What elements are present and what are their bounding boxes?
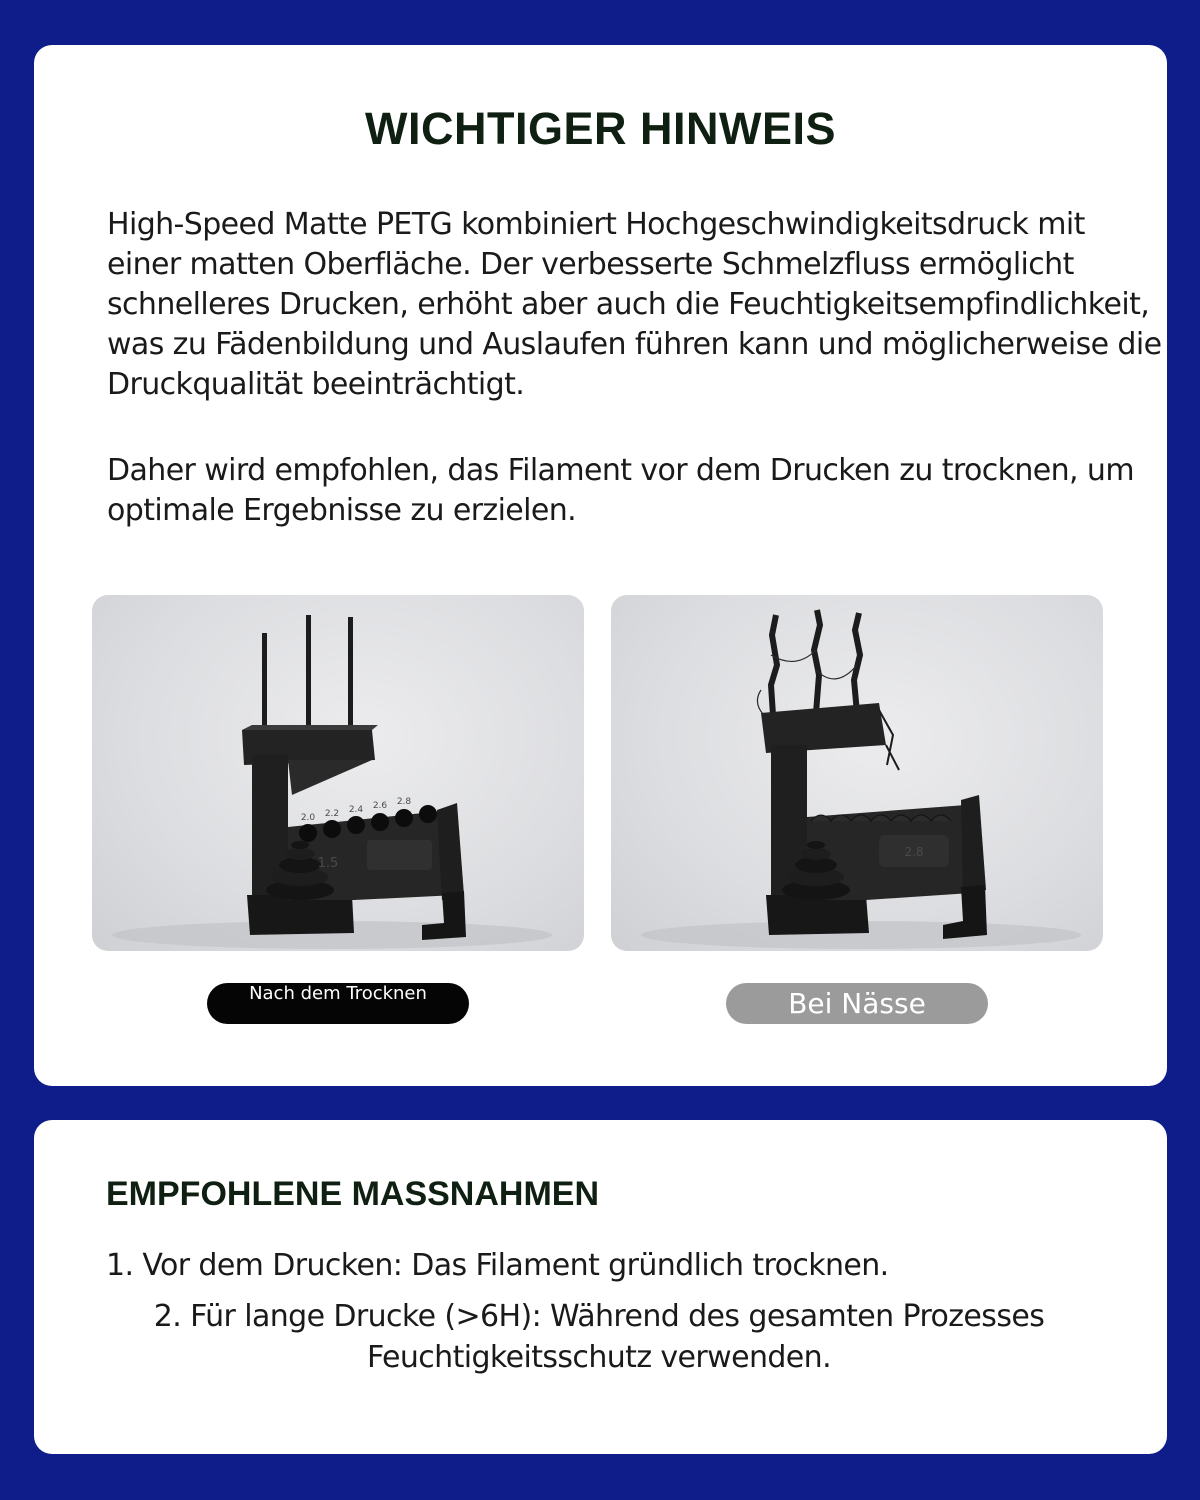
dry-label-badge: Nach dem Trocknen — [207, 983, 469, 1024]
dry-model-marking: 2.6 — [372, 801, 388, 811]
notice-paragraph-1: High-Speed Matte PETG kombiniert Hochgeschwindigkeitsdruck mit einer matten Oberfläche. Der verbesserte Schmelzfluss ermöglicht schnelleres Drucken, erhöht aber auch die Feuchtigkeitsempfindlichkeit, was zu Fädenbildung und Auslaufen führen kann und möglicherweise die Druckqualität beeinträchtigt. — [107, 207, 1162, 402]
dry-model-marking: 2.0 — [300, 813, 316, 823]
dry-model-marking: 2.8 — [396, 797, 412, 807]
notice-card — [34, 45, 1167, 1086]
measures-card — [34, 1120, 1167, 1454]
dry-model-marking: 2.4 — [348, 805, 364, 815]
wet-label-badge: Bei Nässe — [726, 983, 988, 1024]
dry-print-illustration — [92, 595, 584, 951]
wet-print-photo — [611, 595, 1103, 951]
wet-model-marking: 2.8 — [904, 845, 924, 859]
notice-paragraph-2: Daher wird empfohlen, das Filament vor dem Drucken zu trocknen, um optimale Ergebnisse zu erzielen. — [107, 453, 1134, 528]
notice-title: WICHTIGER HINWEIS — [365, 103, 836, 154]
wet-print-illustration — [611, 595, 1103, 951]
dry-print-photo — [92, 595, 584, 951]
measures-title: EMPFOHLENE MASSNAHMEN — [106, 1175, 600, 1213]
measure-step-1: 1. Vor dem Drucken: Das Filament gründlich trocknen. — [106, 1248, 889, 1283]
measure-step-2: 2. Für lange Drucke (>6H): Während des gesamten Prozesses Feuchtigkeitsschutz verwenden. — [153, 1299, 1045, 1375]
dry-model-marking: 2.2 — [324, 809, 340, 819]
dry-model-marking: 1.5 — [317, 856, 339, 871]
